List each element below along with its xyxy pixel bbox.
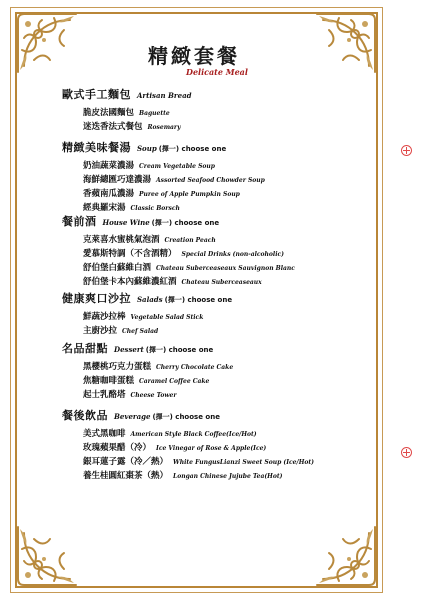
item-name-en: Ice Vinegar of Rose & Apple(Ice) — [156, 445, 267, 452]
item-name-en: Rosemary — [147, 124, 181, 131]
section-title-en: Soup — [137, 144, 157, 153]
ornate-corner-icon — [313, 10, 379, 76]
menu-item — [83, 318, 158, 337]
item-name: 克萊喜水蜜桃氣泡酒 — [83, 235, 160, 245]
item-name-en: Chef Salad — [122, 328, 159, 335]
item-name: 焦糖咖啡蛋糕 — [83, 376, 135, 386]
item-name: 舒伯堡卡本內蘇維濃紅酒 — [83, 277, 177, 287]
item-name-en: Longan Chinese Jujube Tea(Hot) — [173, 473, 283, 480]
ornate-corner-icon — [14, 523, 80, 589]
item-name: 鮮蔬沙拉棒 — [83, 312, 126, 322]
section-title: 餐後飲品 — [62, 409, 108, 422]
section-title: 名品甜點 — [62, 342, 108, 355]
item-name: 香蘋南瓜濃湯 — [83, 189, 135, 199]
item-name: 銀耳蓮子露（冷／熱） — [83, 457, 169, 467]
section-title: 餐前酒 — [62, 215, 97, 228]
item-name: 奶油蔬菜濃湯 — [83, 161, 135, 171]
ornate-corner-icon — [313, 523, 379, 589]
registration-mark-icon — [401, 447, 412, 458]
item-name-en: Cream Vegetable Soup — [139, 163, 215, 170]
menu-item — [83, 463, 282, 482]
page-subtitle: Delicate Meal — [186, 67, 248, 77]
section-title-en: House Wine — [102, 218, 150, 227]
menu-item — [83, 269, 262, 288]
section-title: 精緻美味餐湯 — [62, 141, 131, 154]
item-name-en: Puree of Apple Pumpkin Soup — [139, 191, 240, 198]
registration-mark-icon — [401, 145, 412, 156]
item-name: 脆皮法國麵包 — [83, 108, 135, 118]
item-name-en: Creation Peach — [164, 237, 216, 244]
section-title-en: Beverage — [114, 412, 151, 421]
section-choose-note: (擇一) choose one — [158, 145, 227, 153]
item-name: 美式黑咖啡 — [83, 429, 126, 439]
item-name: 主廚沙拉 — [83, 326, 118, 336]
item-name: 愛慕斯特調（不含酒精） — [83, 249, 177, 259]
section-choose-note: (擇一) choose one — [151, 219, 220, 227]
item-name-en: White FungusLianzi Sweet Soup (Ice/Hot) — [173, 459, 314, 466]
item-name: 玫瑰蘋果醋（冷） — [83, 443, 152, 453]
section-title-en: Artisan Bread — [137, 91, 192, 100]
item-name-en: Chateau Suberceaseaux Sauvignon Blanc — [156, 265, 295, 272]
item-name: 黑櫻桃巧克力蛋糕 — [83, 362, 152, 372]
item-name-en: Baguette — [139, 110, 170, 117]
item-name-en: Chateau Suberceaseaux — [181, 279, 262, 286]
item-name: 養生桂圓紅棗茶（熱） — [83, 471, 169, 481]
item-name-en: Cherry Chocolate Cake — [156, 364, 234, 371]
item-name-en: Caramel Coffee Cake — [139, 378, 210, 385]
item-name: 經典羅宋湯 — [83, 203, 126, 213]
item-name-en: Vegetable Salad Stick — [130, 314, 204, 321]
section-title: 健康爽口沙拉 — [62, 292, 131, 305]
item-name: 舒伯堡白蘇維白酒 — [83, 263, 152, 273]
item-name-en: Classic Borsch — [130, 205, 180, 212]
section-title-en: Salads — [137, 295, 163, 304]
section-choose-note: (擇一) choose one — [164, 296, 233, 304]
ornate-corner-icon — [14, 10, 80, 76]
section-title-en: Dessert — [114, 345, 144, 354]
section-choose-note: (擇一) choose one — [145, 346, 214, 354]
item-name: 起士乳酪塔 — [83, 390, 126, 400]
section-title: 歐式手工麵包 — [62, 88, 131, 101]
item-name: 海鮮總匯巧達濃湯 — [83, 175, 152, 185]
menu-item — [83, 382, 177, 401]
item-name-en: Cheese Tower — [130, 392, 177, 399]
section-choose-note: (擇一) choose one — [152, 413, 220, 421]
item-name-en: American Style Black Coffee(Ice/Hot) — [130, 431, 257, 438]
item-name-en: Special Drinks (non-alcoholic) — [181, 251, 284, 258]
item-name: 迷迭香法式餐包 — [83, 122, 143, 132]
page-title: 精緻套餐 — [148, 44, 240, 68]
item-name-en: Assorted Seafood Chowder Soup — [156, 177, 265, 184]
menu-item — [83, 114, 181, 133]
